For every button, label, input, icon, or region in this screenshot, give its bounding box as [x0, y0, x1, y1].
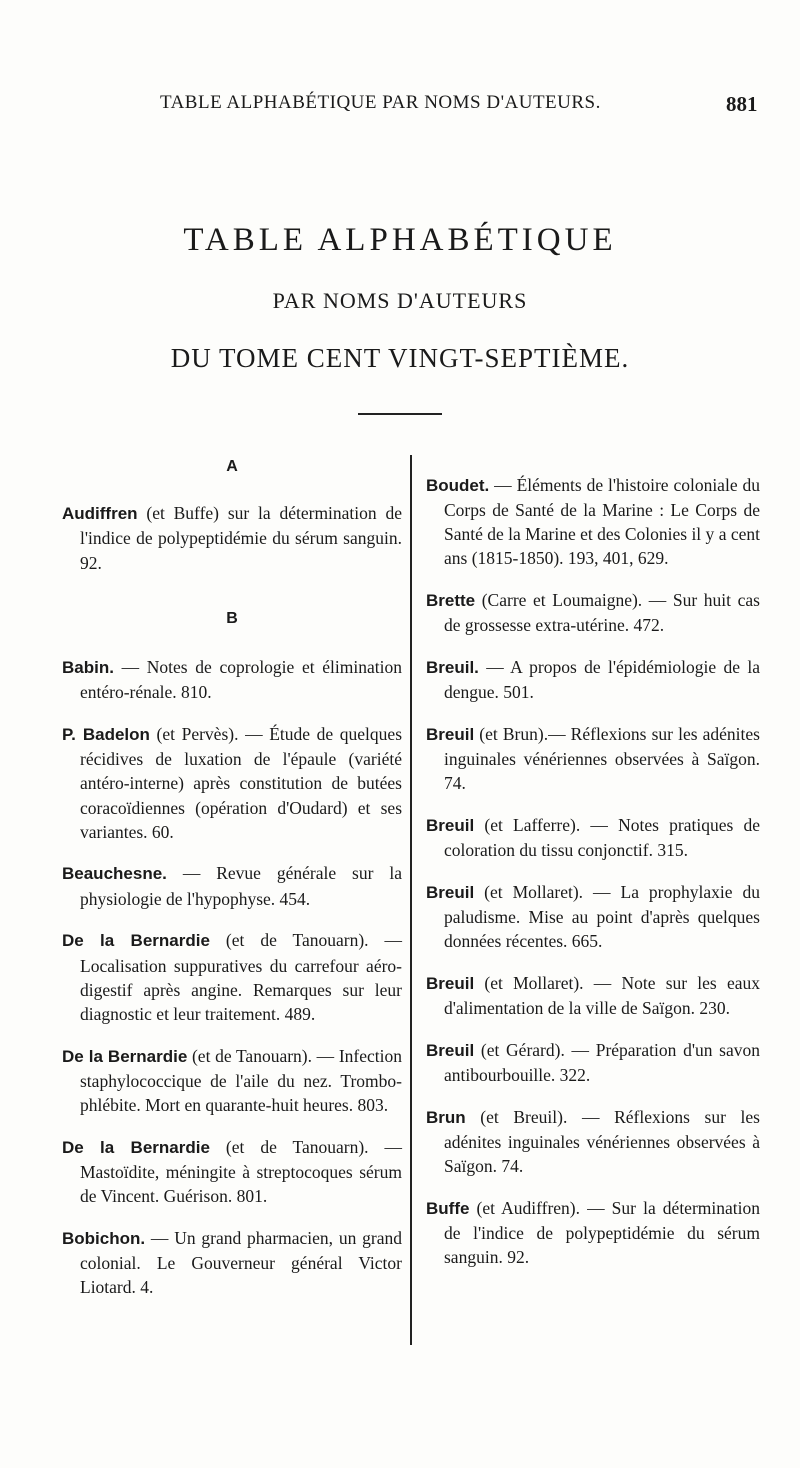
entry-author: Breuil	[426, 815, 475, 835]
index-entry	[426, 971, 760, 1020]
right-column	[426, 455, 760, 1279]
left-column	[62, 455, 402, 1309]
entry-text: — Notes de coprologie et élimination entéro-rénale. 810.	[80, 657, 402, 703]
entry-text: — A propos de l'épidémiologie de la dengue. 501.	[444, 656, 760, 702]
entry-author: Brun	[426, 1107, 466, 1127]
index-entry	[426, 1196, 760, 1270]
entry-text: (et Lafferre). — Notes pratiques de coloration du tissu conjonctif. 315.	[444, 814, 760, 860]
entry-author: Breuil	[426, 882, 475, 902]
index-entry	[62, 1135, 402, 1209]
section-letter-b: B	[226, 609, 238, 627]
entry-text: (et Gérard). — Préparation d'un savon antibourbouille. 322.	[444, 1039, 760, 1085]
entry-author: P. Badelon	[62, 724, 150, 744]
entry-text: (et Breuil). — Réflexions sur les adénites inguinales vénériennes observées à Saïgon. 74.	[444, 1106, 760, 1176]
index-entry	[62, 928, 402, 1026]
index-entry	[62, 501, 402, 575]
index-entry	[426, 880, 760, 954]
entry-author: Audiffren	[62, 504, 138, 524]
entry-author: Bobichon.	[62, 1228, 146, 1248]
index-entry	[426, 722, 760, 796]
section-letter-a: A	[226, 458, 238, 475]
running-header	[0, 92, 800, 122]
entry-text: (et Mollaret). — Note sur les eaux d'alimentation de la ville de Saïgon. 230.	[444, 972, 760, 1018]
title-rule	[358, 413, 442, 415]
entry-author: De la Bernardie	[62, 1046, 188, 1066]
index-entry	[62, 1044, 402, 1118]
entry-text: (Carre et Loumaigne). — Sur huit cas de grossesse extra-utérine. 472.	[444, 589, 760, 636]
entry-author: Breuil.	[426, 657, 479, 677]
page-number: 881	[726, 92, 758, 116]
title-line-2: PAR NOMS D'AUTEURS	[272, 288, 528, 313]
entry-text: (et Mollaret). — La prophylaxie du paludisme. Mise au point d'après quelques données récentes. 665.	[444, 881, 760, 952]
running-title: TABLE ALPHABÉTIQUE PAR NOMS D'AUTEURS.	[160, 92, 601, 113]
index-entry	[62, 655, 402, 704]
index-entry	[426, 1105, 760, 1179]
entry-author: De la Bernardie	[62, 931, 210, 951]
index-entry	[426, 813, 760, 862]
entry-author: Boudet.	[426, 475, 490, 495]
entry-text: (et de Tanouarn). — Infection staphylococcique de l'aile du nez. Trombo-phlébite. Mort en quarante-huit heures. 803.	[80, 1045, 402, 1116]
entry-text: (et Brun).— Réflexions sur les adénites inguinales vénériennes observées à Saïgon. 74.	[444, 723, 760, 794]
index-entry	[426, 473, 760, 571]
column-divider	[410, 455, 412, 1345]
entry-text: — Revue générale sur la physiologie de l'hypophyse. 454.	[80, 863, 402, 909]
entry-text: (et Buffe) sur la détermination de l'indice de polypeptidémie du sérum sanguin. 92.	[80, 503, 402, 573]
title-line-3: DU TOME CENT VINGT-SEPTIÈME.	[170, 343, 630, 373]
index-entry	[62, 861, 402, 910]
entry-text: (et Pervès). — Étude de quelques récidives de luxation de l'épaule (variété antéro-interne) après constitution de butées coracoïdiennes (opération d'Oudard) et ses variantes. 60.	[80, 723, 403, 842]
entry-text: (et Audiffren). — Sur la détermination de l'indice de polypeptidémie du sérum sanguin. 92.	[444, 1197, 760, 1268]
title-line-1: TABLE ALPHABÉTIQUE	[183, 222, 617, 258]
index-entry	[62, 1226, 402, 1300]
index-entry	[426, 655, 760, 704]
index-entry	[62, 722, 402, 844]
entry-author: De la Bernardie	[62, 1137, 210, 1157]
index-entry	[426, 1038, 760, 1087]
entry-text: — Un grand pharmacien, un grand colonial. Le Gouverneur général Victor Liotard. 4.	[80, 1227, 402, 1298]
index-entry	[426, 588, 760, 637]
entry-author: Buffe	[426, 1198, 470, 1218]
entry-author: Brette	[426, 590, 476, 610]
entry-author: Beauchesne.	[62, 864, 167, 884]
entry-text: — Éléments de l'histoire coloniale du Corps de Santé de la Marine : Le Corps de Santé de la Marine et des Colonies il y a cent ans (1815-1850). 193, 401, 629.	[444, 474, 760, 569]
entry-author: Babin.	[62, 658, 114, 678]
entry-text: (et de Tanouarn). — Localisation suppuratives du carrefour aéro-digestif après angine. Remarques sur leur diagnostic et leur traitement. 489.	[80, 930, 402, 1024]
entry-text: (et de Tanouarn). — Mastoïdite, méningite à streptocoques sérum de Vincent. Guérison. 801.	[80, 1136, 402, 1207]
entry-author: Breuil	[426, 724, 475, 744]
entry-author: Breuil	[426, 973, 475, 993]
entry-author: Breuil	[426, 1040, 475, 1060]
